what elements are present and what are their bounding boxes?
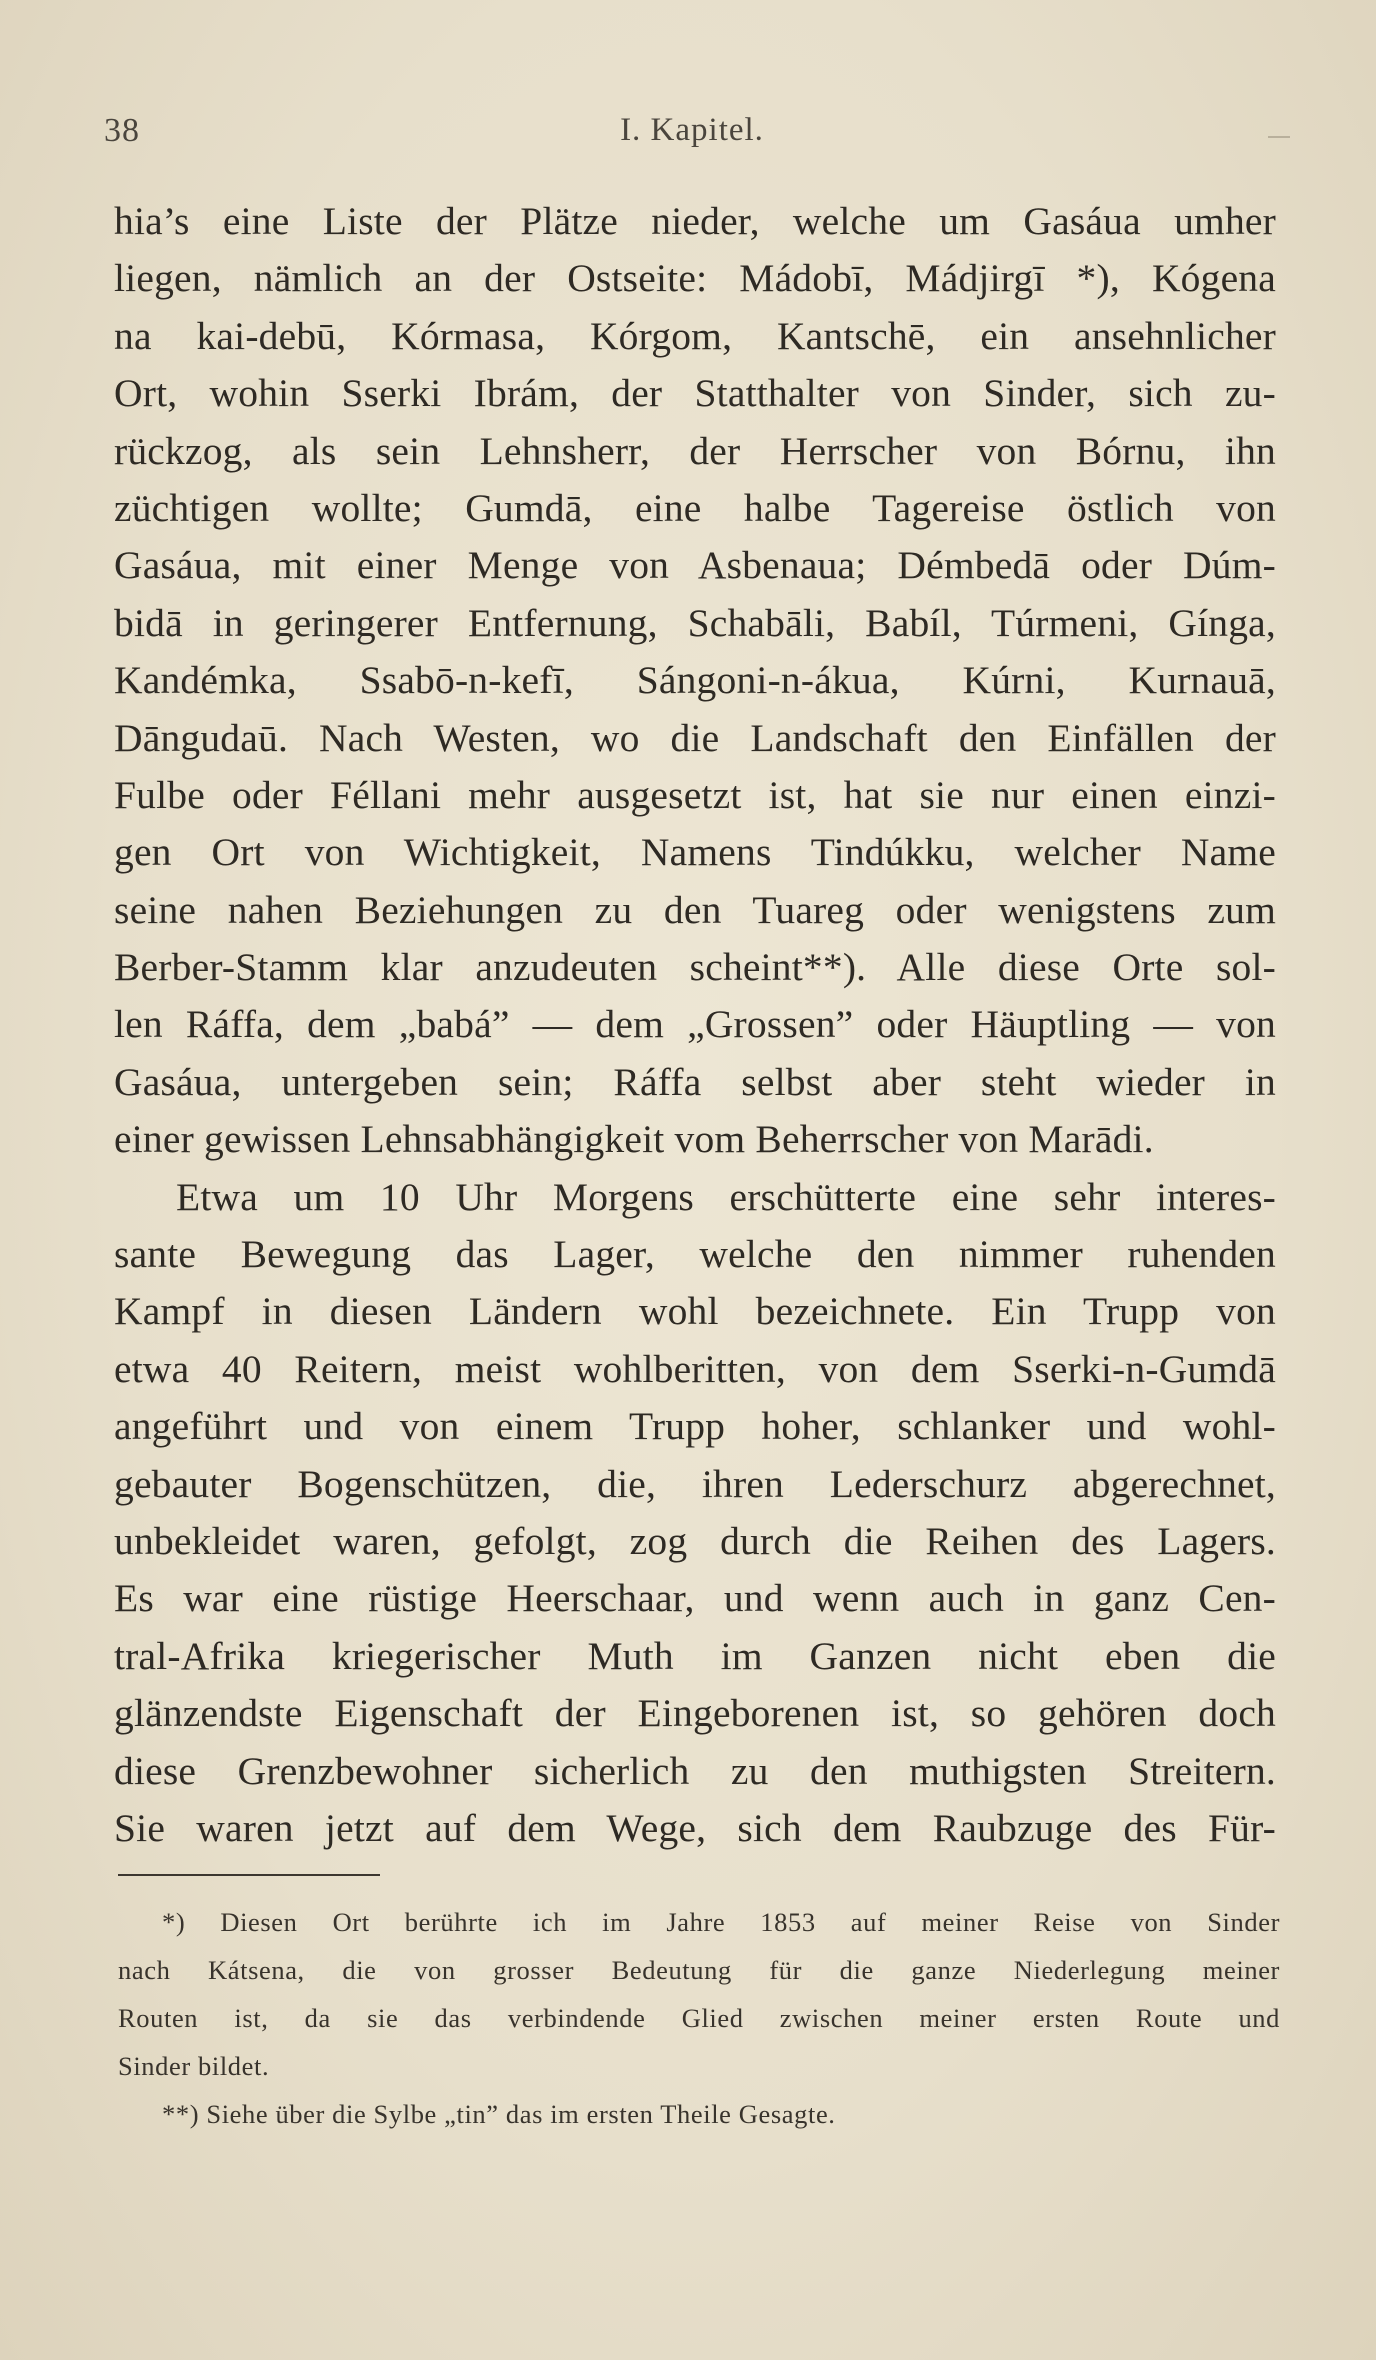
text-line: Gasáua, mit einer Menge von Asbenaua; Démbedā oder Dúm- xyxy=(114,543,1276,588)
text-line: etwa 40 Reitern, meist wohlberitten, von dem Sserki-n-Gumdā xyxy=(114,1346,1276,1391)
text-line: hia’s eine Liste der Plätze nieder, welche um Gasáua umher xyxy=(114,199,1276,243)
text-line: unbekleidet waren, gefolgt, zog durch die Reihen des Lagers. xyxy=(114,1518,1276,1563)
text-line: rückzog, als sein Lehnsherr, der Herrscher von Bórnu, ihn xyxy=(114,428,1276,473)
text-line: gen Ort von Wichtigkeit, Namens Tindúkku, welcher Name xyxy=(114,830,1276,875)
text-line: gebauter Bogenschützen, die, ihren Lederschurz abgerechnet, xyxy=(114,1461,1276,1506)
text-line: einer gewissen Lehnsabhängigkeit vom Beherrscher von Marādi. xyxy=(114,1117,1154,1162)
page-number: 38 xyxy=(104,112,140,149)
text-line: Es war eine rüstige Heerschaar, und wenn auch in ganz Cen- xyxy=(114,1576,1276,1621)
text-line: sante Bewegung das Lager, welche den nimmer ruhenden xyxy=(114,1232,1276,1277)
running-head: I. Kapitel. xyxy=(620,112,764,148)
text-line: len Ráffa, dem „babá” — dem „Grossen” oder Häuptling — von xyxy=(114,1002,1276,1047)
footnote-line: nach Kátsena, die von grosser Bedeutung für die ganze Niederlegung meiner xyxy=(118,1955,1280,1985)
text-line: glänzendste Eigenschaft der Eingeborenen ist, so gehören doch xyxy=(114,1691,1276,1736)
footnote-line: Routen ist, da sie das verbindende Glied zwischen meiner ersten Route und xyxy=(118,2003,1280,2033)
text-line: Berber-Stamm klar anzudeuten scheint**). Alle diese Orte sol- xyxy=(114,945,1276,990)
footnotes xyxy=(118,1898,1280,2138)
text-line: Kandémka, Ssabō-n-kefī, Sángoni-n-ákua, Kúrni, Kurnauā, xyxy=(114,658,1276,703)
margin-mark xyxy=(1268,136,1290,138)
footnote-line: **) Siehe über die Sylbe „tin” das im ersten Theile Gesagte. xyxy=(162,2099,836,2129)
footnote-divider xyxy=(118,1874,380,1876)
page-header xyxy=(104,112,1280,162)
text-line: Ort, wohin Sserki Ibrám, der Statthalter von Sinder, sich zu- xyxy=(114,371,1276,416)
text-line: tral-Afrika kriegerischer Muth im Ganzen nicht eben die xyxy=(114,1633,1276,1678)
text-line: liegen, nämlich an der Ostseite: Mádobī, Mádjirgī *), Kógena xyxy=(114,256,1276,301)
text-line: Dāngudaū. Nach Westen, wo die Landschaft den Einfällen der xyxy=(114,715,1276,760)
paragraph-first-line: Etwa um 10 Uhr Morgens erschütterte eine sehr interes- xyxy=(176,1174,1276,1219)
text-line: seine nahen Beziehungen zu den Tuareg oder wenigstens zum xyxy=(114,887,1276,932)
text-line: Sie waren jetzt auf dem Wege, sich dem Raubzuge des Für- xyxy=(114,1805,1276,1850)
text-line: na kai-debū, Kórmasa, Kórgom, Kantschē, ein ansehnlicher xyxy=(114,313,1276,358)
text-line: bidā in geringerer Entfernung, Schabāli, Babíl, Túrmeni, Gínga, xyxy=(114,600,1276,645)
text-line: Fulbe oder Féllani mehr ausgesetzt ist, hat sie nur einen einzi- xyxy=(114,772,1276,817)
text-line: züchtigen wollte; Gumdā, eine halbe Tagereise östlich von xyxy=(114,485,1276,530)
text-line: Kampf in diesen Ländern wohl bezeichnete. Ein Trupp von xyxy=(114,1289,1276,1334)
footnote-line: Sinder bildet. xyxy=(118,2051,270,2081)
text-line: angeführt und von einem Trupp hoher, schlanker und wohl- xyxy=(114,1404,1276,1449)
text-line: diese Grenzbewohner sicherlich zu den muthigsten Streitern. xyxy=(114,1748,1276,1793)
text-line: Gasáua, untergeben sein; Ráffa selbst aber steht wieder in xyxy=(114,1059,1276,1104)
main-text xyxy=(114,193,1276,1857)
footnote-line: *) Diesen Ort berührte ich im Jahre 1853 auf meiner Reise von Sinder xyxy=(162,1907,1280,1937)
